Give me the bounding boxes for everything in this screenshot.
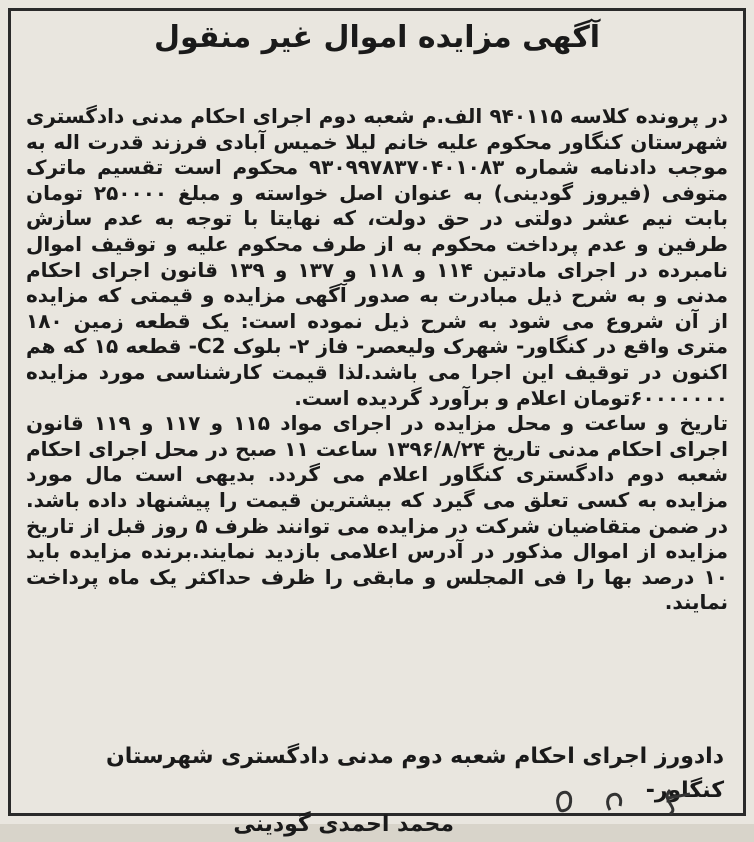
- notice-title: آگهی مزایده اموال غیر منقول: [153, 20, 601, 55]
- handwritten-number-mark: [540, 780, 720, 820]
- notice-paragraph-2: تاریخ و ساعت و محل مزایده در اجرای مواد ۱۱۵ و ۱۱۷ و ۱۱۹ قانون اجرای احکام مدنی تاریخ ۱۳۹۶/۸/۲۴ ساعت ۱۱ صبح در محل اجرای احکام شعبه دوم دادگستری کنگاور اعلام می گردد. بدیهی است مال مورد مزایده به کسی تعلق می گیرد که بیشترین قیمت را پیشنهاد داده باشد. در ضمن متقاضیان شرکت در مزایده می توانند ظرف ۵ روز قبل از تاریخ مزایده از اموال مذکور در آدرس اعلامی بازدید نمایند.برنده مزایده باید ۱۰ درصد بها را فی المجلس و مابقی را ظرف حداکثر یک ماه پرداخت نمایند.: [26, 411, 729, 615]
- signature-title: دادورز اجرای احکام شعبه دوم مدنی دادگستری شهرستان کنگاور-: [105, 744, 724, 803]
- signature-name: محمد احمدی گودینی: [233, 812, 454, 837]
- notice-paragraph-1: در پرونده کلاسه ۹۴۰۱۱۵ الف.م شعبه دوم اجرای احکام مدنی دادگستری شهرستان کنگاور محکوم علیه خانم لیلا خمیس آبادی فرزند قدرت اله به موجب دادنامه شماره ۹۳۰۹۹۷۸۳۷۰۴۰۱۰۸۳ محکوم است تقسیم ماترک متوفی (فیروز گودینی) به عنوان اصل خواسته و مبلغ ۲۵۰۰۰۰ تومان بابت نیم عشر دولتی در حق دولت، که نهایتا با توجه به عدم سازش طرفین و عدم پرداخت محکوم به از طرف محکوم علیه و توقیف اموال نامبرده در اجرای مادتین ۱۱۴ و ۱۱۸ و ۱۳۷ و ۱۳۹ قانون اجرای احکام مدنی و به شرح ذیل مبادرت به صدور آگهی مزایده و قیمتی که مزایده از آن شروع می شود به شرح ذیل نموده است: یک قطعه زمین ۱۸۰ متری واقع در کنگاور- شهرک ولیعصر- فاز ۲- بلوک C2- قطعه ۱۵ که هم اکنون در توقیف این اجرا می باشد.لذا قیمت کارشناسی مورد مزایده ۶۰۰۰۰۰۰۰تومان اعلام و برآورد گردیده است.: [26, 104, 729, 410]
- notice-body: [26, 104, 728, 616]
